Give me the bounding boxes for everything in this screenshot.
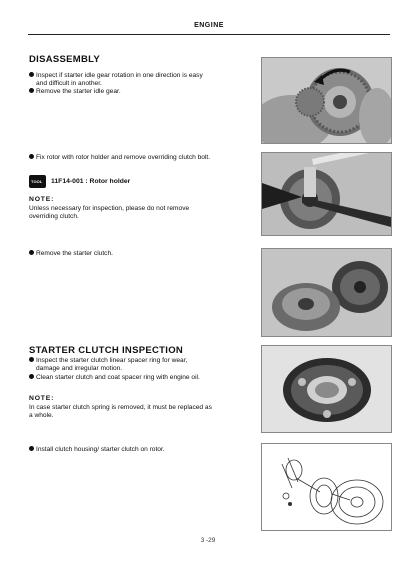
header-rule bbox=[28, 34, 390, 35]
photo-install-diagram bbox=[261, 443, 392, 531]
bullet-dot bbox=[29, 357, 34, 362]
disassembly-title: DISASSEMBLY bbox=[29, 54, 101, 65]
page-number: 3 -29 bbox=[200, 537, 216, 544]
disassembly-bullet-4: Remove the starter clutch. bbox=[29, 250, 254, 258]
bullet-dot bbox=[29, 72, 34, 77]
disassembly-bullet-1: Inspect if starter idle gear rotation in one direction is easy and difficult in another. bbox=[29, 72, 254, 88]
tool-callout bbox=[29, 175, 130, 188]
inspection-title: STARTER CLUTCH INSPECTION bbox=[29, 345, 184, 356]
disassembly-bullet-2: Remove the starter idle gear. bbox=[29, 88, 254, 96]
rotor-holder-illustration bbox=[262, 153, 391, 235]
tool-icon: TOOL bbox=[29, 175, 46, 188]
note-body-2: In case starter clutch spring is removed, it must be replaced as a whole. bbox=[29, 404, 212, 419]
note-heading-2: NOTE: bbox=[29, 395, 55, 402]
starter-clutch-inspection-illustration bbox=[262, 346, 391, 432]
inspection-bullet-3: Install clutch housing/ starter clutch on rotor. bbox=[29, 446, 254, 454]
page-header: ENGINE bbox=[194, 22, 224, 29]
bullet-dot bbox=[29, 446, 34, 451]
photo-starter-clutch-inspection bbox=[261, 345, 392, 433]
bullet-dot bbox=[29, 250, 34, 255]
inspection-bullet-2: Clean starter clutch and coat spacer ring with engine oil. bbox=[29, 374, 254, 382]
photo-starter-clutch-removal bbox=[261, 248, 392, 337]
bullet-dot bbox=[29, 154, 34, 159]
idle-gear-illustration bbox=[262, 58, 391, 143]
inspection-bullet-1: Inspect the starter clutch linear spacer ring for wear, damage and irregular motion. bbox=[29, 357, 254, 373]
note-body-1: Unless necessary for inspection, please do not remove overriding clutch. bbox=[29, 205, 190, 220]
note-heading-1: NOTE: bbox=[29, 196, 55, 203]
tool-label: 11F14-001 : Rotor holder bbox=[51, 178, 131, 185]
bullet-dot bbox=[29, 88, 34, 93]
photo-idle-gear bbox=[261, 57, 392, 144]
disassembly-bullet-3: Fix rotor with rotor holder and remove overriding clutch bolt. bbox=[29, 154, 254, 162]
bullet-dot bbox=[29, 374, 34, 379]
photo-rotor-holder bbox=[261, 152, 392, 236]
starter-clutch-removal-illustration bbox=[262, 249, 391, 336]
install-diagram-illustration bbox=[262, 444, 391, 530]
